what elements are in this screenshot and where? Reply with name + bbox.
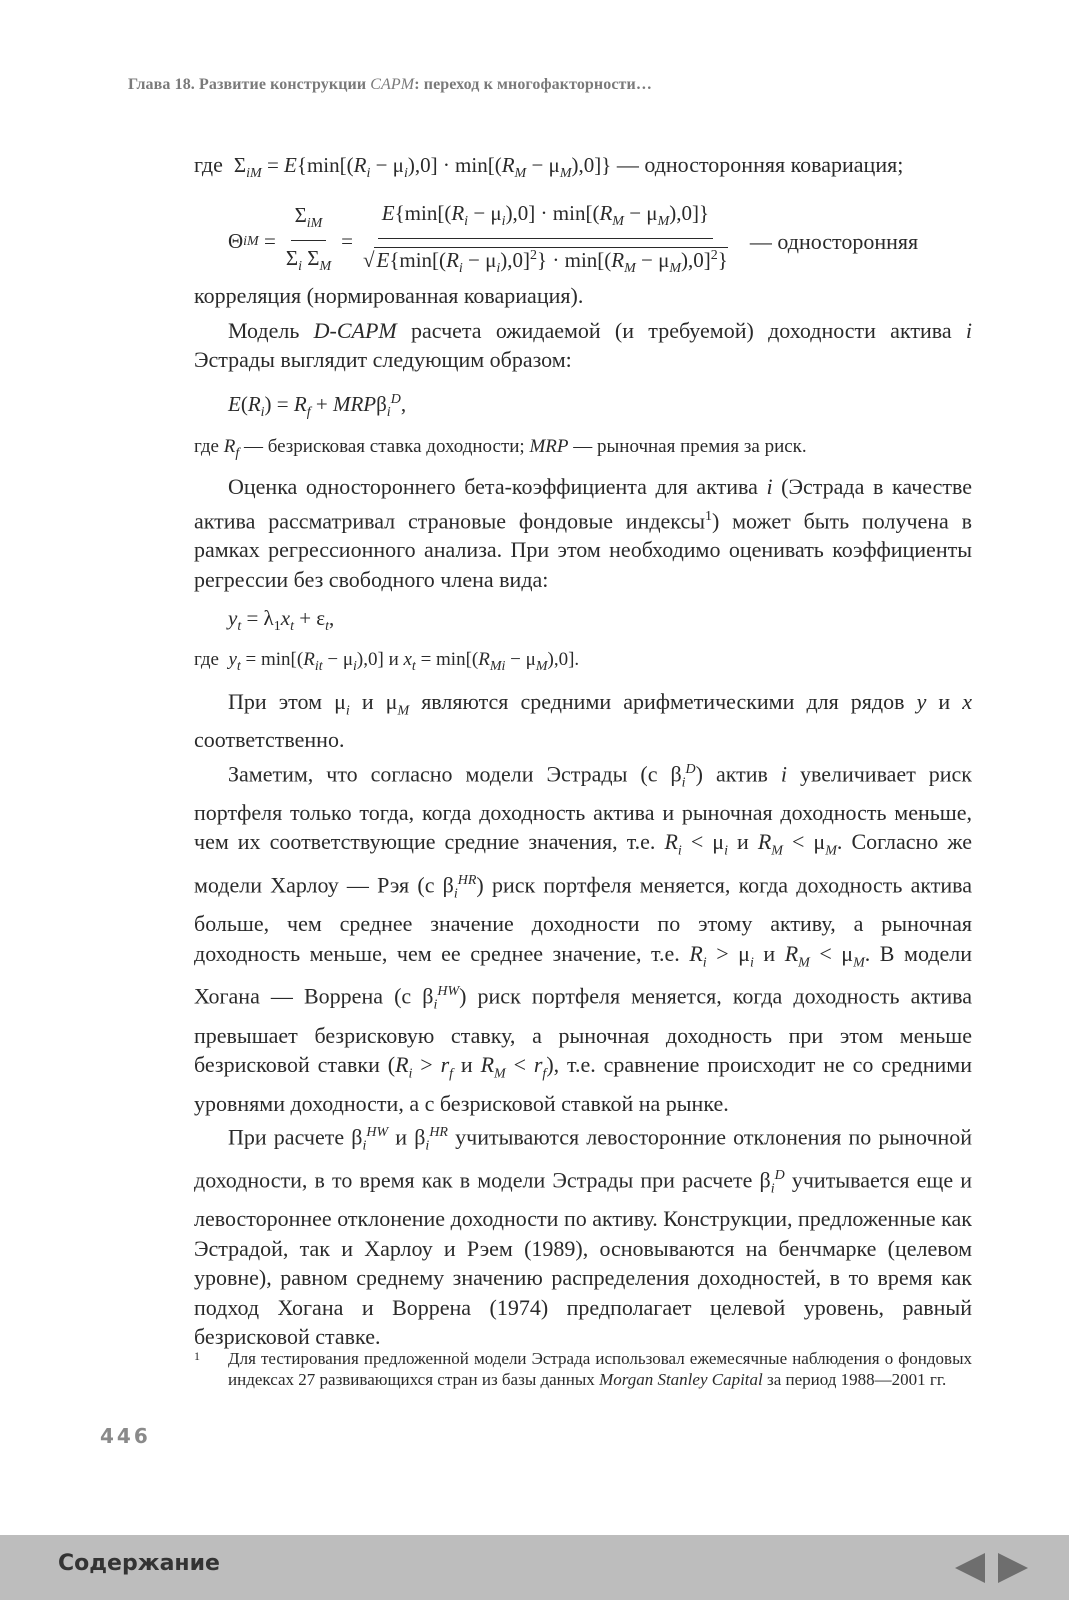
rf-definition: где $R_f$ — безрисковая ставка доходности; MRP — рыночная премия за риск. bbox=[194, 436, 807, 462]
page-body: где $\Sigma_{iM} = E\{\min[(R_i - \mu_i),0] \cdot \min[(R_M - \mu_M),0]\}$ — односторонняя ковариация; Θ iM = $\frac{\Sigma_{iM}}{\Sigma_i \Sigma_M}$ = $\frac{E\{\min[(R_i - \mu_i),0] \cdot \min[(R_M - \mu_M),0]\}}{√E\{\min[(R_i - \mu_i),0]^2\} \cdot \min[(R_M - \mu_M),0]^2\}}$ — односторонняя корреляция (нормированная ковариация). Модель D-CAPM расчета ожидаемой (и требуемой) доходности актива i Эстрады выглядит следующим образом: $E(R_i) = R_f + MRP\beta_i^D$, где $R_f$ — безрисковая ставка доходности; MRP — рыночная премия за риск. Оценка одностороннего бета-коэффициента для актива i (Эстрада в качестве актива рассматривал страновые фондовые индексы$^1$) может быть получена в рамках регрессионного анализа. При этом необходимо оценивать коэффициенты регрессии без свободного члена вида: $y_t = \lambda_1x_t + \varepsilon_t$, где $y_t = \min[(R_{it} - \mu_i),0]$ и $x_t = \min[(R_{Mi} - \mu_M),0]$. При этом $\mu_i$ и $\mu_M$ являются средними арифметическими для рядов y и x соответственно. Заметим, что согласно модели Эстрады (с $\beta_i^D$) актив i увеличивает риск портфеля только тогда, когда доходность актива и рыночная доходность меньше, чем их соответствующие средние значения, т.е. $R_i < \mu_i$ и $R_M < \mu_M$. Согласно же модели Харлоу — Рэя (с $\beta_i^{HR}$) риск портфеля меняется, когда доходность актива больше, чем среднее значение доходности по этому активу, а рыночная доходность меньше, чем ее среднее значение, т.е. $R_i > \mu_i$ и $R_M < \mu_M$. В модели Хогана — Воррена (с $\beta_i^{HW}$) риск портфеля меняется, когда доходность актива превышает безрисковую ставку, а рыночная доходность при этом меньше безрисковой ставки ($R_i > r_f$ и $R_M < r_f$), т.е. сравнение происходит не со средними уровнями доходности, а с безрисковой ставкой на рынке. При расчете $\beta_i^{HW}$ и $\beta_i^{HR}$ учитываются левосторонние отклонения по рыночной доходности, в то время как в модели Эстрады при расчете $\beta_i^D$ учитывается еще и левостороннее отклонение доходности по активу. Конструкции, предложенные как Эстрадой, так и Харлоу и Рэем (1989), основываются на бенчмарке (целевом уровне), равном среднему значению распределения доходностей, в то время как подход Хогана и Воррена (1974) предполагает целевой уровень, равный безрисковой ставке. bbox=[194, 150, 972, 1351]
navigation-bar bbox=[0, 1535, 1069, 1600]
means-paragraph: При этом $\mu_i$ и $\mu_M$ являются средними арифметическими для рядов y и x соответственно. bbox=[194, 688, 972, 753]
dcapm-paragraph: Модель D-CAPM расчета ожидаемой (и требуемой) доходности актива i Эстрады выглядит следующим образом: bbox=[194, 318, 972, 373]
triangle-left-icon bbox=[953, 1551, 987, 1585]
triangle-right-icon bbox=[996, 1551, 1030, 1585]
covariance-paragraph: где $\Sigma_{iM} = E\{\min[(R_i - \mu_i),0] \cdot \min[(R_M - \mu_M),0]\}$ — односторонняя ковариация; bbox=[194, 152, 904, 182]
next-page-button[interactable] bbox=[996, 1551, 1030, 1585]
footnote-mark: 1 bbox=[194, 1349, 200, 1363]
footnote-ref: 1 bbox=[705, 508, 712, 524]
correlation-block: Θ iM = $\frac{\Sigma_{iM}}{\Sigma_i \Sigma_M}$ = $\frac{E\{\min[(R_i - \mu_i),0] \cdot \min[(R_M - \mu_M),0]\}}{√E\{\min[(R_i - \mu_i),0]^2\} \cdot \min[(R_M - \mu_M),0]^2\}}$ — односторонняя bbox=[194, 203, 972, 281]
correlation-formula: Θ iM = $\frac{\Sigma_{iM}}{\Sigma_i \Sigma_M}$ = $\frac{E\{\min[(R_i - \mu_i),0] \cdot \min[(R_M - \mu_M),0]\}}{√E\{\min[(R_i - \mu_i),0]^2\} \cdot \min[(R_M - \mu_M),0]^2\}}$ bbox=[228, 200, 728, 277]
footnote bbox=[194, 1348, 972, 1390]
beta-paragraph: Оценка одностороннего бета-коэффициента для актива i (Эстрада в качестве актива рассматривал страновые фондовые индексы$^1$) может быть получена в рамках регрессионного анализа. При этом необходимо оценивать коэффициенты регрессии без свободного члена вида: bbox=[194, 474, 972, 592]
page-number: 446 bbox=[100, 1424, 151, 1448]
notice-paragraph: Заметим, что согласно модели Эстрады (с $\beta_i^D$) актив i увеличивает риск портфеля только тогда, когда доходность актива и рыночная доходность меньше, чем их соответствующие средние значения, т.е. $R_i < \mu_i$ и $R_M < \mu_M$. Согласно же модели Харлоу — Рэя (с $\beta_i^{HR}$) риск портфеля меняется, когда доходность актива больше, чем среднее значение доходности по этому активу, а рыночная доходность меньше, чем ее среднее значение, т.е. $R_i > \mu_i$ и $R_M < \mu_M$. В модели Хогана — Воррена (с $\beta_i^{HW}$) риск портфеля меняется, когда доходность актива превышает безрисковую ставку, а рыночная доходность при этом меньше безрисковой ставки ($R_i > r_f$ и $R_M < r_f$), т.е. сравнение происходит не со средними уровнями доходности, а с безрисковой ставкой на рынке. bbox=[194, 761, 973, 1116]
header-capm: CAPM bbox=[370, 76, 415, 93]
covariance-formula: $\Sigma_{iM} = E\{\min[(R_i - \mu_i),0] \cdot \min[(R_M - \mu_M),0]\}$ bbox=[233, 153, 612, 182]
table-of-contents-link[interactable]: Содержание bbox=[58, 1551, 220, 1576]
regression-formula: $y_t = \lambda_1x_t + \varepsilon_t$, bbox=[228, 606, 335, 635]
yx-definition: где $y_t = \min[(R_{it} - \mu_i),0]$ и $x_t = \min[(R_{Mi} - \mu_M),0]$. bbox=[194, 648, 580, 674]
previous-page-button[interactable] bbox=[953, 1551, 987, 1585]
dcapm-formula: $E(R_i) = R_f + MRP\beta_i^D$, bbox=[228, 391, 407, 420]
running-header: Глава 18. Развитие конструкции CAPM: переход к многофакторности… bbox=[128, 76, 652, 93]
footnote-text: Для тестирования предложенной модели Эстрада использовал ежемесячные наблюдения о фондовых индексах 27 развивающихся стран из базы данных Morgan Stanley Capital за период 1988—2001 гг. bbox=[228, 1349, 972, 1389]
calculation-paragraph: При расчете $\beta_i^{HW}$ и $\beta_i^{HR}$ учитываются левосторонние отклонения по рыночной доходности, в то время как в модели Эстрады при расчете $\beta_i^D$ учитывается еще и левостороннее отклонение доходности по активу. Конструкции, предложенные как Эстрадой, так и Харлоу и Рэем (1989), основываются на бенчмарке (целевом уровне), равном среднему значению распределения доходностей, в то время как подход Хогана и Воррена (1974) предполагает целевой уровень, равный безрисковой ставке. bbox=[194, 1124, 972, 1350]
